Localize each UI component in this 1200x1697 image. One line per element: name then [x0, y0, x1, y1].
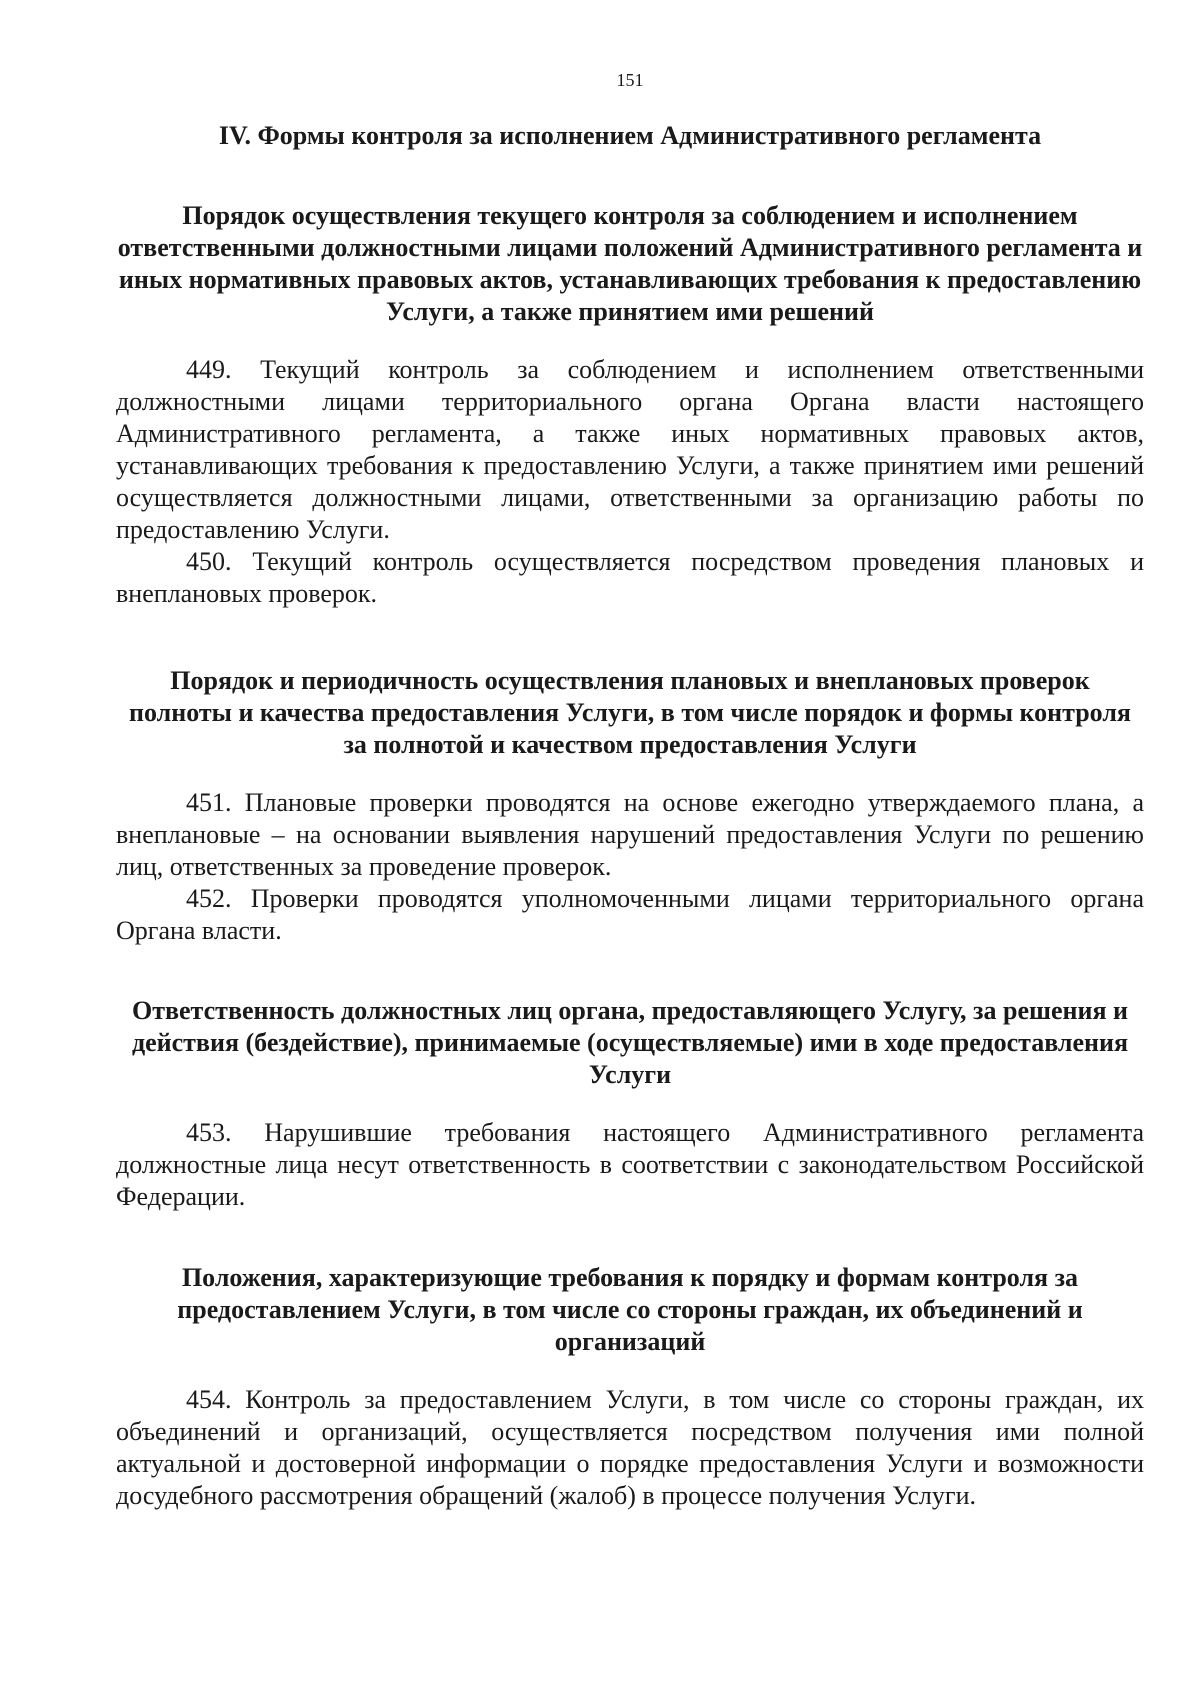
- paragraph-451: 451. Плановые проверки проводятся на основе ежегодно утверждаемого плана, а внеплановые – на основании выявления нарушений предоставления Услуги по решению лиц, ответственных за проведение проверок.: [116, 788, 1144, 881]
- section-heading: Порядок осуществления текущего контроля за соблюдением и исполнением ответственными должностными лицами положений Административного регламента и иных нормативных правовых актов, устанавливающих требования к предоставлению Услуги, а также принятием ими решений: [117, 201, 1143, 326]
- section-heading: Ответственность должностных лиц органа, предоставляющего Услугу, за решения и действия (бездействие), принимаемые (осуществляемые) ими в ходе предоставления Услуги: [131, 996, 1129, 1089]
- paragraph-449: 449. Текущий контроль за соблюдением и исполнением ответственными должностными лицами территориального органа Органа власти настоящего Административного регламента, а также иных нормативных правовых актов, устанавливающих требования к предоставлению Услуги, а также принятием ими решений осуществляется должностными лицами, ответственными за организацию работы по предоставлению Услуги.: [116, 355, 1144, 544]
- paragraph-454: 454. Контроль за предоставлением Услуги, в том числе со стороны граждан, их объединений и организаций, осуществляется посредством получения ими полной актуальной и достоверной информации о порядке предоставления Услуги и возможности досудебного рассмотрения обращений (жалоб) в процессе получения Услуги.: [116, 1385, 1144, 1510]
- page-number: 151: [616, 70, 644, 90]
- paragraph-450: 450. Текущий контроль осуществляется посредством проведения плановых и внеплановых проверок.: [116, 547, 1144, 608]
- chapter-title: IV. Формы контроля за исполнением Административного регламента: [218, 121, 1042, 150]
- section-inspections: [116, 665, 1144, 947]
- paragraph-453: 453. Нарушившие требования настоящего Административного регламента должностные лица несут ответственность в соответствии с законодательством Российской Федерации.: [116, 1118, 1144, 1211]
- section-responsibility: [116, 995, 1144, 1213]
- section-current-control: [116, 200, 1144, 610]
- section-heading: Порядок и периодичность осуществления плановых и внеплановых проверок полноты и качества предоставления Услуги, в том числе порядок и формы контроля за полнотой и качеством предоставления Услуги: [129, 666, 1131, 759]
- paragraph-452: 452. Проверки проводятся уполномоченными лицами территориального органа Органа власти.: [116, 884, 1144, 945]
- section-public-control: [116, 1262, 1144, 1512]
- section-heading: Положения, характеризующие требования к порядку и формам контроля за предоставлением Услуги, в том числе со стороны граждан, их объединений и организаций: [177, 1263, 1083, 1356]
